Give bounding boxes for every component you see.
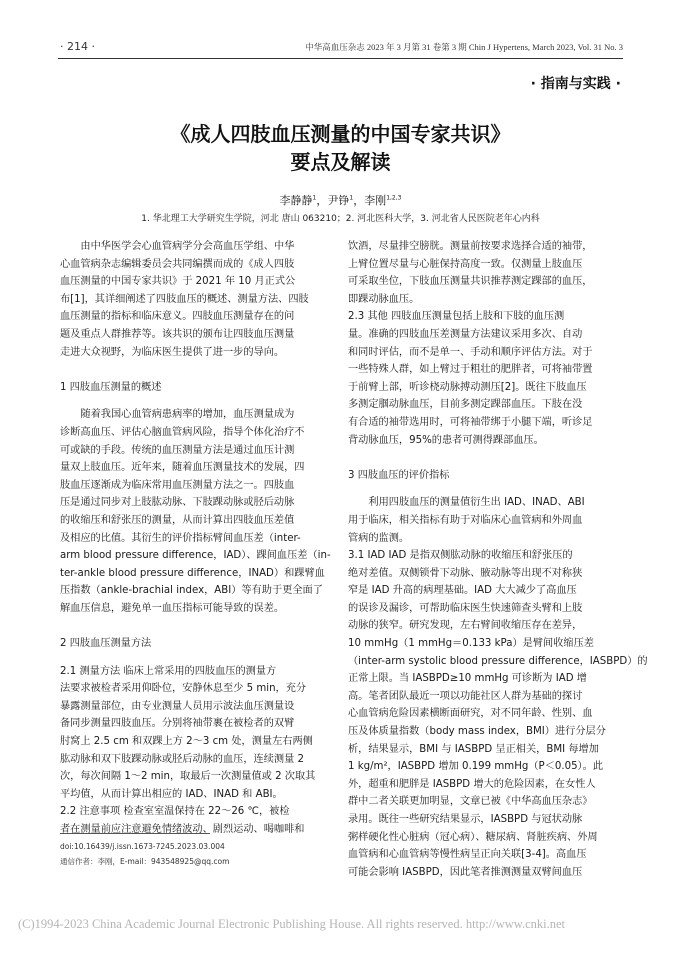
header-rule: [58, 58, 623, 59]
text-line: arm blood pressure difference，IAD）、踝间血压差（in-: [60, 550, 331, 562]
section-2-1-body: [60, 663, 332, 804]
article-title: 《成人四肢血压测量的中国专家共识》: [170, 122, 511, 146]
text-line: 走进大众视野，为临床医生提供了进一步的导向。: [60, 346, 285, 358]
text-line: 诊断高血压、评估心脑血管病风险，指导个体化治疗不: [60, 426, 305, 438]
text-line: 一些特殊人群，如上臂过于粗壮的肥胖者，可将袖带置: [348, 364, 593, 376]
text-line: 2.1 测量方法 临床上常采用的四肢血压的测量方: [60, 665, 277, 677]
section-1-heading: 1 四肢血压测量的概述: [60, 381, 162, 393]
author-name: 尹铮: [327, 194, 350, 207]
text-line: 动脉的狭窄。研究发现，左右臂间收缩压存在差异，: [348, 620, 583, 632]
text-line: 血管病和心血管病等慢性病呈正向关联[3-4]。高血压: [348, 849, 587, 861]
text-line: 压是通过同步对上肢肱动脉、下肢踝动脉或胫后动脉: [60, 497, 295, 509]
author-list: 李静静$^1$，尹铮$^1$，李刚$^{1,2,3}$: [279, 194, 402, 207]
text-line: 次，每次间隔 1～2 min，取最后一次测量值或 2 次取其: [60, 771, 316, 783]
text-line: 量双上肢血压。近年来，随着血压测量技术的发展，四: [60, 462, 305, 474]
text-line: 3.1 IAD IAD 是指双侧肱动脉的收缩压和舒张压的: [348, 550, 573, 562]
text-line: 可采取坐位，下肢血压测量共识推荐测定踝部的血压，: [348, 276, 593, 288]
text-line: 2.3 其他 四肢血压测量包括上肢和下肢的血压测: [348, 311, 565, 323]
right-column: [348, 238, 648, 881]
text-line: 上臂位置尽量与心脏保持高度一致。仅测量上肢血压: [348, 258, 583, 270]
text-line: 题及重点人群推荐等。该共识的颁布让四肢血压测量: [60, 328, 295, 340]
text-line: 可能会影响 IASBPD，因此笔者推测测量双臂间血压: [348, 866, 583, 878]
text-line: 粥样硬化性心脏病（冠心病）、糖尿病、肾脏疾病、外周: [348, 831, 598, 843]
article-subtitle: 要点及解读: [290, 150, 391, 174]
text-line: 血压测量的指标和临床意义。四肢血压测量存在的问: [60, 311, 295, 323]
text-line: 高。笔者团队最近一项以功能社区人群为基础的探讨: [348, 690, 583, 702]
journal-header: 中华高血压杂志 2023 年 3 月第 31 卷第 3 期 Chin J Hypertens, March 2023, Vol. 31 No. 3: [305, 42, 623, 52]
text-line: 有合适的袖带选用时，可将袖带绑于小腿下端，听诊足: [348, 416, 593, 428]
text-line: 及相应的比值。其衍生的评价指标臂间血压差（inter-: [60, 532, 301, 544]
text-line: 利用四肢血压的测量值衍生出 IAD、INAD、ABI: [368, 497, 585, 509]
text-line: （inter-arm systolic blood pressure difference，IASBPD）的: [348, 655, 648, 667]
correspondence-footnote: 通信作者：李刚，E-mail：943548925@qq.com: [60, 857, 230, 866]
text-line: 2.2 注意事项 检查室室温保持在 22～26 ℃，被检: [60, 806, 290, 818]
author-name: 李静静: [279, 194, 313, 207]
doi-footnote: doi:10.16439/j.issn.1673-7245.2023.03.004: [60, 842, 225, 851]
section-3-heading: 3 四肢血压的评价指标: [348, 469, 450, 481]
text-line: 背动脉血压，95%的患者可测得踝部血压。: [348, 434, 544, 446]
text-line: 暴露测量部位，由专业测量人员用示波法血压测量设: [60, 700, 295, 712]
text-line: 窄是 IAD 升高的病理基础。IAD 大大减少了高血压: [348, 585, 577, 597]
text-line: 可或缺的手段。传统的血压测量方法是通过血压计测: [60, 444, 295, 456]
author-affil-mark: 1,2,3: [386, 194, 402, 202]
text-line: 心血管病杂志编辑委员会共同编撰而成的《成人四肢: [60, 258, 295, 270]
text-line: 的误诊及漏诊，可帮助临床医生快速筛查头臂和上肢: [348, 602, 583, 614]
text-line: 压指数（ankle-brachial index，ABI）等有助于更全面了: [60, 585, 323, 597]
section-3-body: [348, 494, 620, 547]
footnote-rule: [60, 833, 210, 834]
text-line: 外，超重和肥胖是 IASBPD 增大的危险因素，在女性人: [348, 778, 596, 790]
text-line: 正常上限。当 IASBPD≥10 mmHg 可诊断为 IAD 增: [348, 673, 587, 685]
left-column: [60, 238, 332, 839]
text-line: 用于临床，相关指标有助于对临床心血管病和外周血: [348, 514, 583, 526]
text-line: 的收缩压和舒张压的测量，从而计算出四肢血压差值: [60, 514, 295, 526]
text-line: 肘窝上 2.5 cm 和双踝上方 2～3 cm 处，测量左右两侧: [60, 736, 313, 748]
text-line: 者在测量前应注意避免情绪波动、剧烈运动、喝咖啡和: [60, 824, 305, 835]
text-line: 平均值，从而计算出相应的 IAD、INAD 和 ABI。: [60, 788, 283, 800]
text-line: 绝对差值。双侧锁骨下动脉、腋动脉等出现不对称狭: [348, 567, 583, 579]
text-line: 管病的监测。: [348, 532, 410, 544]
text-line: 即踝动脉血压。: [348, 293, 420, 305]
text-line: 由中华医学会心血管病学分会高血压学组、中华: [80, 241, 295, 252]
text-line: 压及体质量指数（body mass index，BMI）进行分层分: [348, 726, 606, 738]
text-line: 法要求被检者采用仰卧位，安静休息至少 5 min，充分: [60, 683, 307, 695]
text-line: 随着我国心血管病患病率的增加，血压测量成为: [80, 409, 295, 421]
page-number: · 214 ·: [60, 40, 95, 53]
section-2-3-body: [348, 308, 620, 449]
text-line: 布[1]，其详细阐述了四肢血压的概述、测量方法、四肢: [60, 293, 309, 305]
section-2-2-continued: [348, 238, 620, 308]
text-line: 10 mmHg（1 mmHg＝0.133 kPa）是臂间收缩压差: [348, 638, 594, 650]
text-line: 解血压信息，避免单一血压指标可能导致的误差。: [60, 602, 285, 614]
intro-paragraph: [60, 238, 332, 361]
author-affil-mark: 1: [349, 194, 354, 202]
text-line: 和同时评估，而不是单一、手动和顺序评估方法。对于: [348, 346, 593, 358]
author-affil-mark: 1: [312, 194, 317, 202]
affiliations: 1. 华北理工大学研究生学院，河北 唐山 063210；2. 河北医科大学，3. 河北省人民医院老年心内科: [141, 214, 540, 224]
section-2-heading: 2 四肢血压测量方法: [60, 638, 152, 650]
text-line: 肱动脉和双下肢踝动脉或胫后动脉的血压，连续测量 2: [60, 753, 305, 765]
text-line: 血压测量的中国专家共识》于 2021 年 10 月正式公: [60, 276, 296, 288]
text-line: 析，结果显示，BMI 与 IASBPD 呈正相关，BMI 每增加: [348, 743, 599, 755]
text-line: 饮酒，尽量排空膀胱。测量前按要求选择合适的袖带，: [348, 241, 593, 252]
text-line: 1 kg/m²，IASBPD 增加 0.199 mmHg（P＜0.05）。此: [348, 761, 604, 773]
column-tag: · 指南与实践 ·: [530, 76, 621, 92]
author-name: 李刚: [364, 194, 387, 207]
text-line: 群中二者关联更加明显，文章已被《中华高血压杂志》: [348, 796, 593, 808]
section-3-1-body: [348, 547, 648, 881]
section-1-body: [60, 406, 332, 617]
text-line: 量。准确的四肢血压差测量方法建议采用多次、自动: [348, 328, 583, 340]
text-line: 肢血压逐渐成为临床常用血压测量方法之一。四肢血: [60, 479, 295, 491]
text-line: 心血管病危险因素横断面研究，对不同年龄、性别、血: [348, 708, 593, 720]
text-line: 录用。既往一些研究结果显示，IASBPD 与冠状动脉: [348, 814, 583, 825]
cnki-watermark: (C)1994-2023 China Academic Journal Electronic Publishing House. All rights reserved. http://www.cnki.net: [18, 917, 566, 931]
text-line: 备同步测量四肢血压。分别将袖带裹在被检者的双臂: [60, 718, 295, 730]
text-line: 于前臂上部，听诊桡动脉搏动测压[2]。既往下肢血压: [348, 381, 587, 393]
text-line: 多测定腘动脉血压，目前多测定踝部血压。下肢在没: [348, 399, 583, 411]
text-line: ter-ankle blood pressure difference，INAD）和踝臂血: [60, 567, 325, 579]
